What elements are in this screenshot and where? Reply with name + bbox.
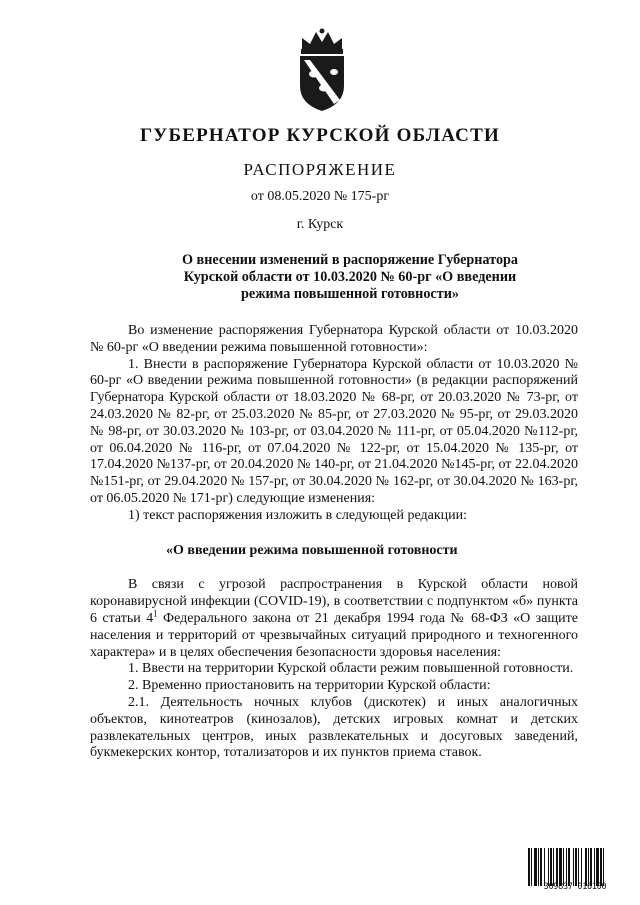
document-subject (150, 252, 550, 303)
body-paragraph: 1) текст распоряжения изложить в следующей редакции: (128, 507, 468, 523)
barcode-icon (528, 848, 622, 886)
barcode-number: 309837 016100 (543, 882, 607, 892)
body-paragraph (90, 577, 578, 661)
document-type: РАСПОРЯЖЕНИЕ (243, 160, 397, 179)
subject-line: Курской области от 10.03.2020 № 60-рг «О введении (183, 269, 517, 285)
subject-line: режима повышенной готовности» (241, 286, 459, 302)
document-city: г. Курск (296, 217, 344, 232)
document-date-number: от 08.05.2020 № 175-рг (250, 189, 390, 204)
paragraph-text: Федерального закона от 21 декабря 1994 года № 68-ФЗ «О защите населения и территорий от чрезвычайных ситуаций природного и техногенного характера» и в целях обеспечения безопасности здоровья населения: (90, 610, 579, 660)
issuer-title: ГУБЕРНАТОР КУРСКОЙ ОБЛАСТИ (140, 125, 500, 146)
body-paragraph: 1. Ввести на территории Курской области режим повышенной готовности. (128, 661, 574, 677)
superscript: 1 (153, 608, 158, 619)
body-paragraph: 2.1. Деятельность ночных клубов (дискотек) и иных аналогичных объектов, кинотеатров (кинозалов), детских игровых комнат и детских развлекательных центров, иных развлекательных и досуговых заведений, букмекерских контор, тотализаторов и их пунктов приема ставок. (90, 694, 578, 761)
body-paragraph: 2. Временно приостановить на территории Курской области: (128, 678, 491, 694)
subject-line: О внесении изменений в распоряжение Губернатора (181, 252, 519, 268)
paragraph-text: В связи с угрозой распространения в Курской области новой коронавирусной инфекции (COVID-19), в соответствии с подпунктом «б» пункта 6 статьи 4 (90, 577, 578, 626)
body-paragraph: 1. Внести в распоряжение Губернатора Курской области от 10.03.2020 № 60-рг «О введении режима повышенной готовности» (в редакции распоряжений Губернатора Курской области от 18.03.2020 № 68-рг, от 20.03.2020 № 73-рг, от 24.03.2020 № 82-рг, от 25.03.2020 № 85-рг, от 27.03.2020 № 95-рг, от 29.03.2020 № 98-рг, от 30.03.2020 № 103-рг, от 03.04.2020 № 111-рг, от 05.04.2020 №112-рг, от 06.04.2020 № 116-рг, от 07.04.2020 № 122-рг, от 15.04.2020 № 135-рг, от 17.04.2020 №137-рг, от 20.04.2020 № 140-рг, от 21.04.2020 №145-рг, от 22.04.2020 №151-рг, от 29.04.2020 № 157-рг, от 30.04.2020 № 162-рг, от 30.04.2020 № 163-рг, от 06.05.2020 № 171-рг) следующие изменения: (90, 356, 578, 506)
document-body (90, 323, 578, 762)
coat-of-arms-icon (296, 28, 348, 112)
section-heading: «О введении режима повышенной готовности (166, 542, 458, 558)
body-paragraph: Во изменение распоряжения Губернатора Курской области от 10.03.2020 № 60-рг «О введении режима повышенной готовности»: (90, 323, 578, 355)
